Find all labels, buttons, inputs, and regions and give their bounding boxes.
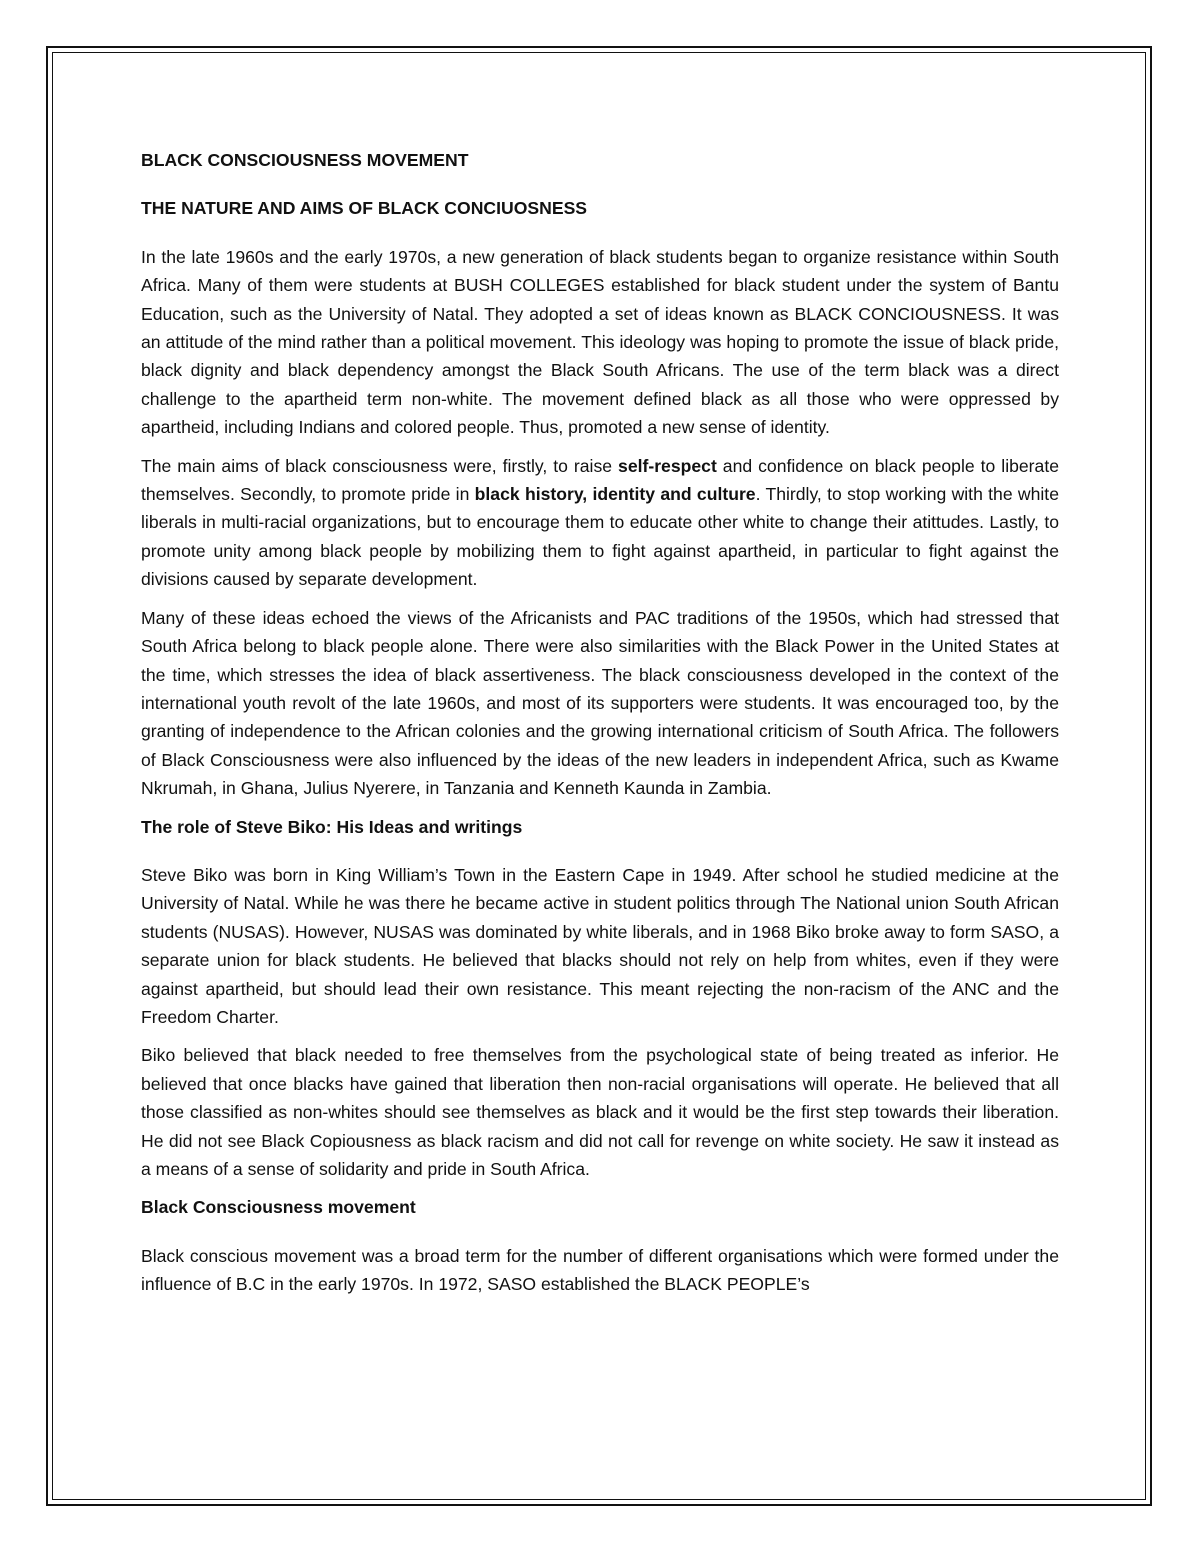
document-body: [141, 146, 1059, 1309]
section-heading-biko: The role of Steve Biko: His Ideas and writings: [141, 816, 523, 837]
aims-text-1: The main aims of black consciousness were, firstly, to raise: [141, 455, 619, 476]
paragraph-aims: [141, 452, 1059, 594]
aims-text-3: . Thirdly, to stop working with the white liberals in multi-racial organizations, but to encourage them to educate other white to change their atittudes. Lastly, to promote unity among black people by mobilizing them to fight against apartheid, in particular to fight against the divisions caused by separate development.: [141, 484, 1059, 590]
paragraph-influences: Many of these ideas echoed the views of the Africanists and PAC traditions of the 1950s, which had stressed that South Africa belong to black people alone. There were also similarities with the Black Power in the United States at the time, which stresses the idea of black assertiveness. The black consciousness developed in the context of the international youth revolt of the late 1960s, and most of its supporters were students. It was encouraged too, by the granting of independence to the African colonies and the growing international criticism of South Africa. The followers of Black Consciousness were also influenced by the ideas of the new leaders in independent Africa, such as Kwame Nkrumah, in Ghana, Julius Nyerere, in Tanzania and Kenneth Kaunda in Zambia.: [141, 607, 1059, 799]
section-heading-movement: Black Consciousness movement: [141, 1197, 416, 1218]
aims-bold-history: black history, identity and culture: [474, 484, 756, 505]
paragraph-movement: Black conscious movement was a broad term for the number of different organisations which were formed under the influence of B.C in the early 1970s. In 1972, SASO established the BLACK PEOPLE’s: [141, 1245, 1059, 1295]
section-heading-nature-aims: THE NATURE AND AIMS OF BLACK CONCIUOSNESS: [141, 198, 588, 219]
aims-text-2: and confidence on black people to liberate themselves. Secondly, to promote pride in: [141, 455, 1059, 505]
paragraph-biko-beliefs: Biko believed that black needed to free themselves from the psychological state of being treated as inferior. He believed that once blacks have gained that liberation then non-racial organisations will operate. He believed that all those classified as non-whites should see themselves as black and it would be the first step towards their liberation. He did not see Black Copiousness as black racism and did not call for revenge on white society. He saw it instead as a means of a sense of solidarity and pride in South Africa.: [141, 1045, 1059, 1179]
paragraph-biko-background: Steve Biko was born in King William’s Town in the Eastern Cape in 1949. After school he studied medicine at the University of Natal. While he was there he became active in student politics through The National union South African students (NUSAS). However, NUSAS was dominated by white liberals, and in 1968 Biko broke away to form SASO, a separate union for black students. He believed that blacks should not rely on help from whites, even if they were against apartheid, but should lead their own resistance. This meant rejecting the non-racism of the ANC and the Freedom Charter.: [141, 864, 1059, 1027]
paragraph-intro: In the late 1960s and the early 1970s, a new generation of black students began to organize resistance within South Africa. Many of them were students at BUSH COLLEGES established for black student under the system of Bantu Education, such as the University of Natal. They adopted a set of ideas known as BLACK CONCIOUSNESS. It was an attitude of the mind rather than a political movement. This ideology was hoping to promote the issue of black pride, black dignity and black dependency amongst the Black South Africans. The use of the term black was a direct challenge to the apartheid term non-white. The movement defined black as all those who were oppressed by apartheid, including Indians and colored people. Thus, promoted a new sense of identity.: [141, 246, 1059, 438]
aims-bold-self-respect: self-respect: [618, 455, 717, 476]
document-title: BLACK CONSCIOUSNESS MOVEMENT: [141, 150, 469, 170]
